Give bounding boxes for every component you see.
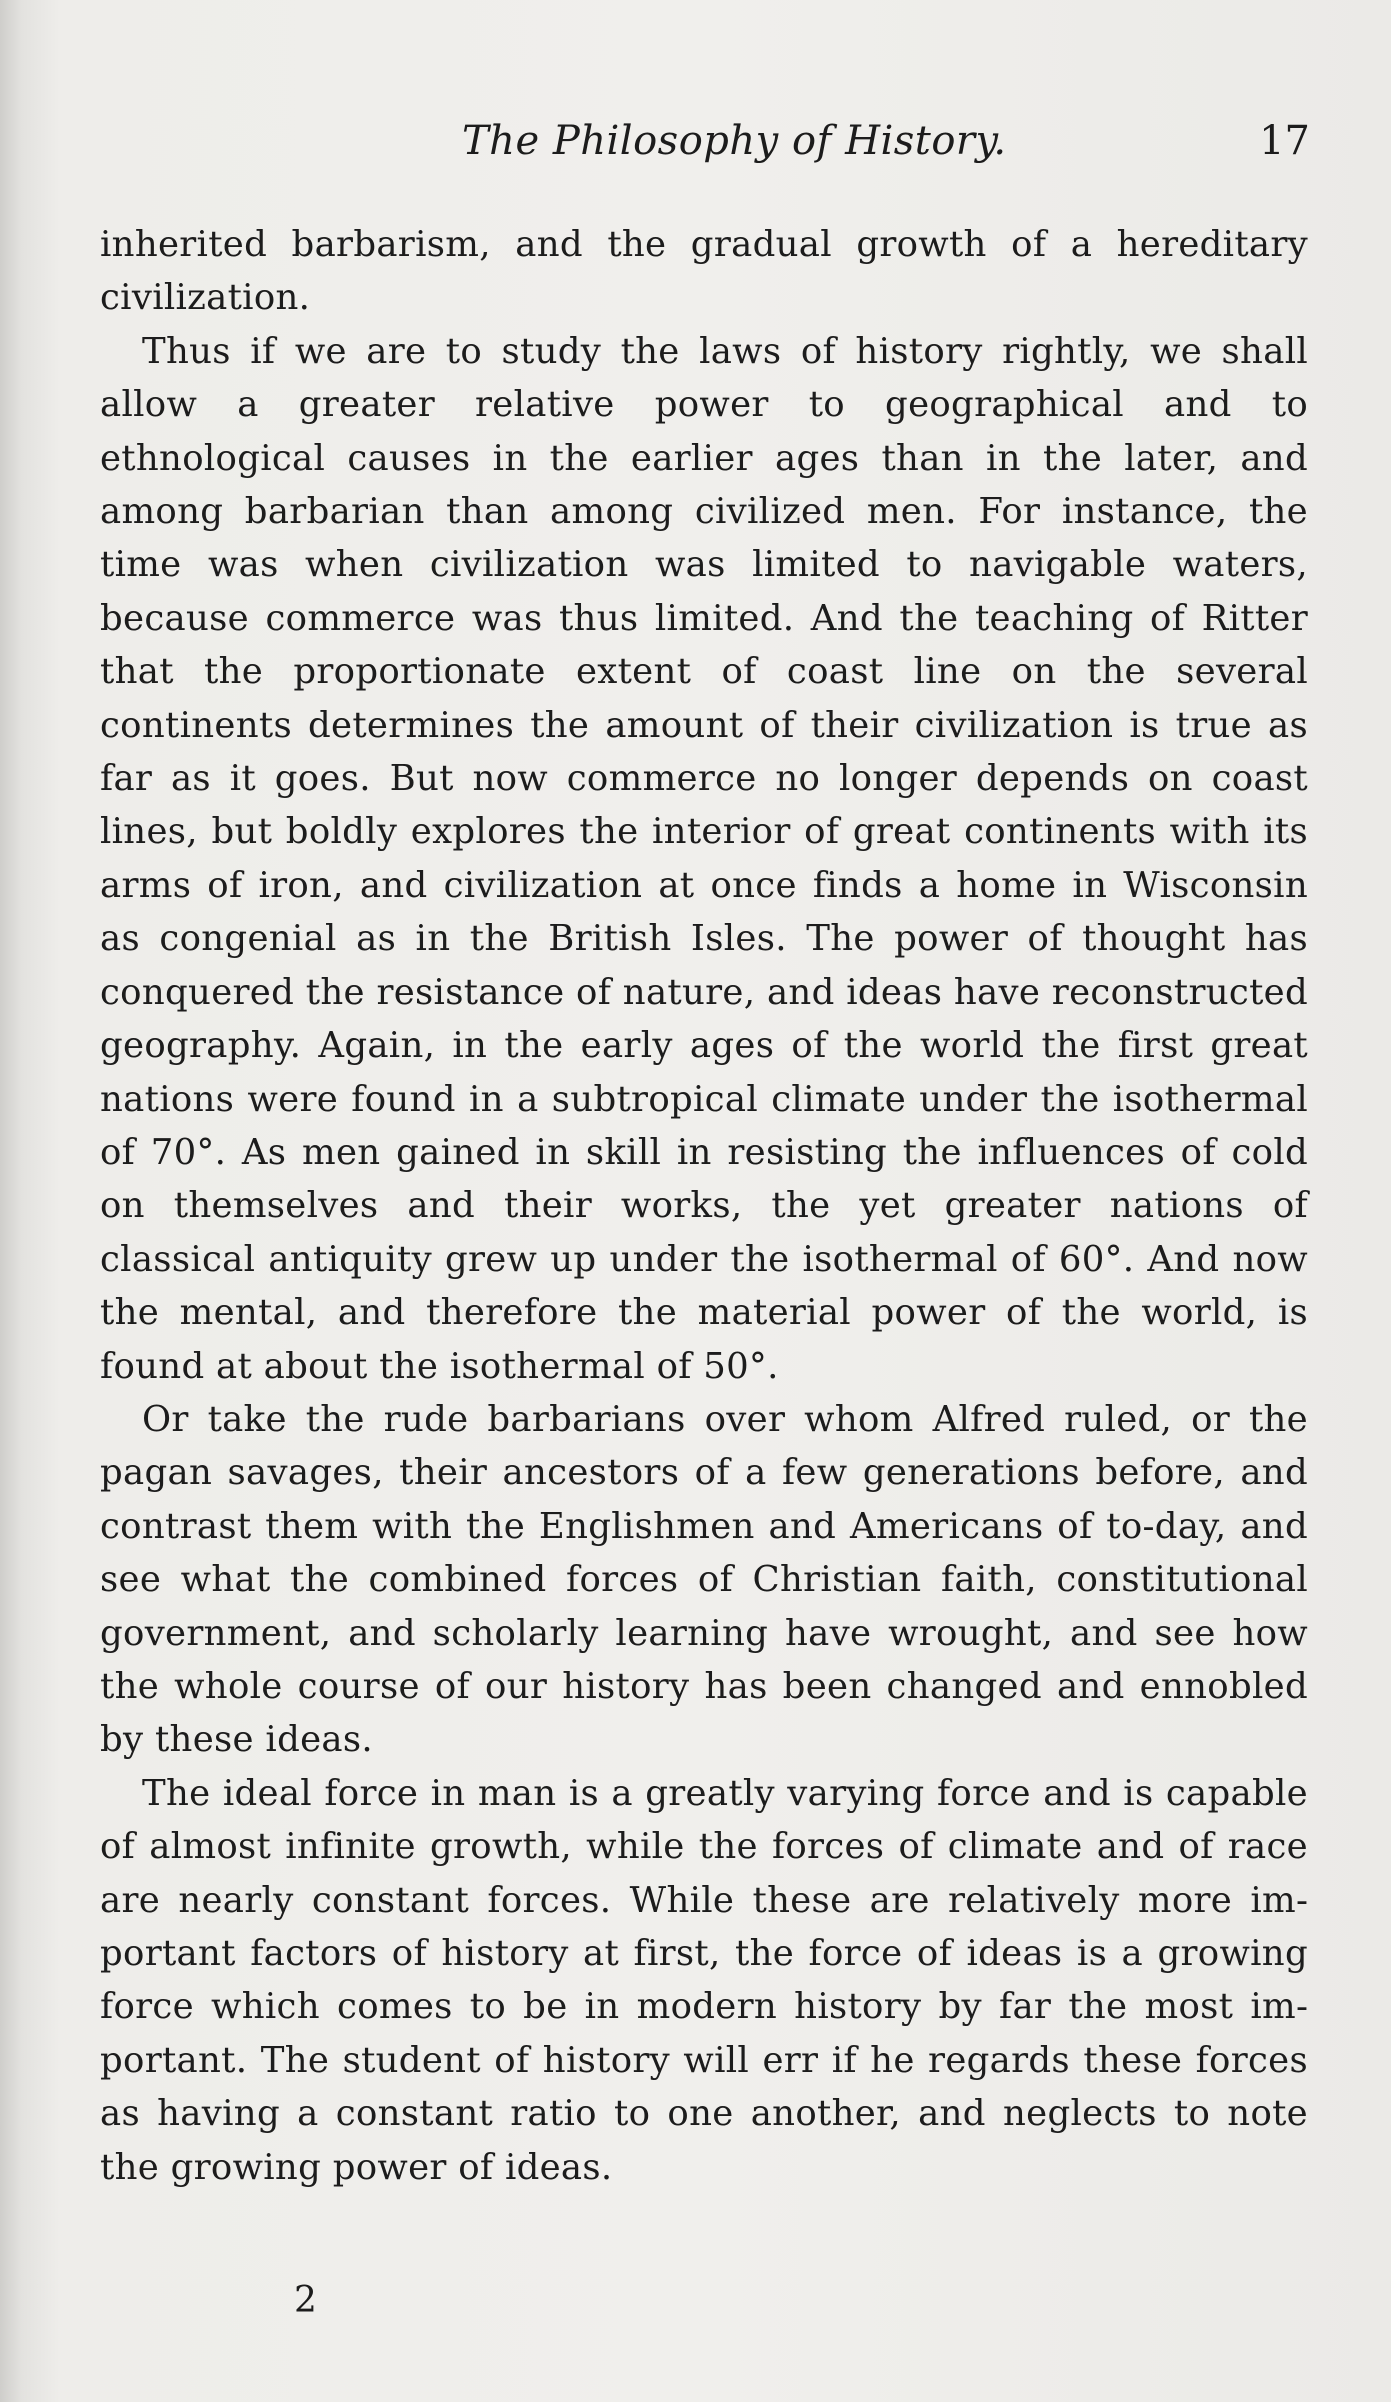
signature-mark: 2 xyxy=(294,2280,317,2321)
paragraph-continued: inherited barbarism, and the gradual growth of a hereditary civilization. xyxy=(100,224,1308,319)
page-number: 17 xyxy=(1259,118,1310,164)
running-title: The Philosophy of History. xyxy=(462,118,1007,164)
page-header xyxy=(100,118,1310,178)
paragraph: Thus if we are to study the laws of history rightly, we shall allow a greater relative power to geographical and to ethnological causes in the earlier ages than in the later, and among barbarian than among civilized men. For instance, the time was when civilization was limited to navigable waters, because commerce was thus limited. And the teaching of Ritter that the proportionate extent of coast line on the several continents determines the amount of their civilization is true as far as it goes. But now commerce no longer depends on coast lines, but boldly explores the interior of great continents with its arms of iron, and civilization at once finds a home in Wisconsin as congenial as in the British Isles. The power of thought has conquered the resistance of nature, and ideas have reconstructed geography. Again, in the early ages of the world the first great nations were found in a subtropical climate under the isothermal of 70°. As men gained in skill in resisting the influences of cold on themselves and their works, the yet greater nations of classical antiquity grew up under the isothermal of 60°. And now the mental, and therefore the material power of the world, is found at about the isothermal of 50°. xyxy=(100,330,1308,1387)
paragraph: The ideal force in man is a greatly varying force and is capable of almost infinite growth, while the forces of climate and of race are nearly constant forces. While these are relatively more important factors of history at first, the force of ideas is a growing force which comes to be in modern history by far the most important. The student of history will err if he regards these forces as having a constant ratio to one another, and neglects to note the growing power of ideas. xyxy=(100,1772,1308,2188)
body-text xyxy=(100,218,1308,2194)
paragraph: Or take the rude barbarians over whom Alfred ruled, or the pagan savages, their ancestors of a few generations before, and contrast them with the Englishmen and Americans of to-day, and see what the combined forces of Christian faith, constitutional government, and scholarly learning have wrought, and see how the whole course of our history has been changed and ennobled by these ideas. xyxy=(100,1398,1308,1761)
